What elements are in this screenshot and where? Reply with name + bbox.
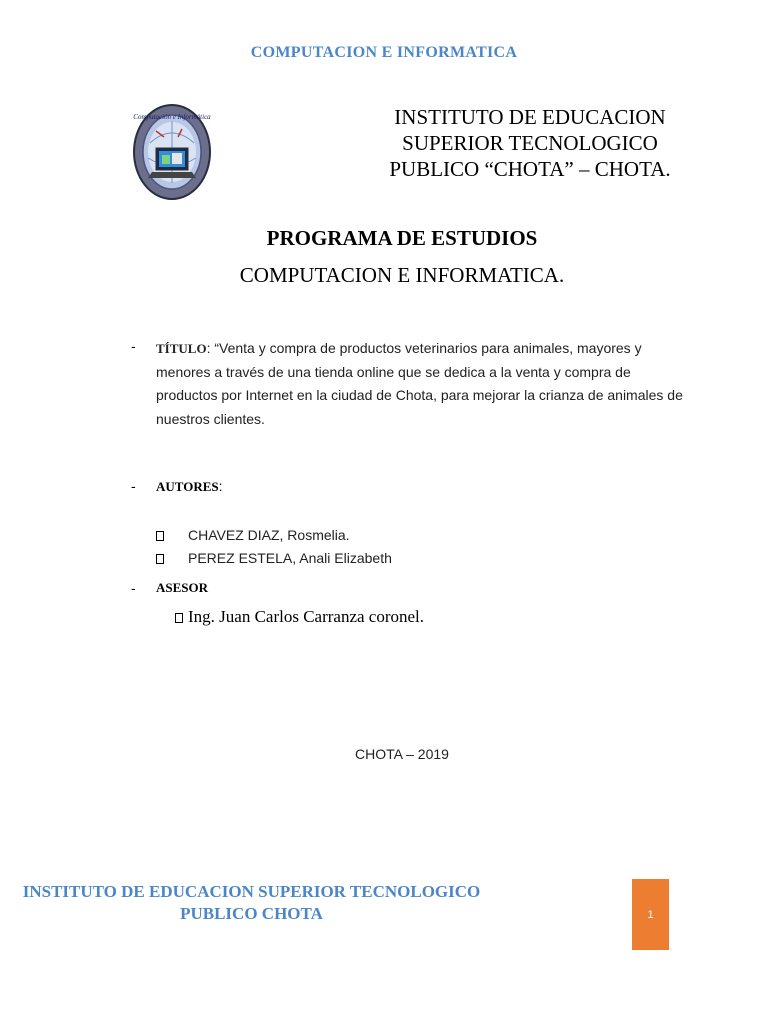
autores-heading	[156, 478, 223, 495]
program-heading: PROGRAMA DE ESTUDIOS	[266, 226, 538, 250]
checkbox-icon	[175, 613, 183, 623]
footer-line-1: INSTITUTO DE EDUCACION SUPERIOR TECNOLOGICO	[22, 882, 481, 901]
institution-line-3: PUBLICO “CHOTA” – CHOTA.	[389, 157, 671, 181]
autores-label: AUTORES	[156, 479, 219, 494]
author-name-2: PEREZ ESTELA, Anali Elizabeth	[188, 550, 392, 566]
institute-logo	[132, 103, 212, 201]
header-title: COMPUTACION E INFORMATICA	[250, 44, 518, 61]
checkbox-icon	[156, 554, 164, 564]
asesor-item	[175, 607, 424, 627]
author-name-1: CHAVEZ DIAZ, Rosmelia.	[188, 527, 350, 543]
footer-line-2: PUBLICO CHOTA	[180, 904, 323, 923]
titulo-text: “Venta y compra de productos veterinarios para animales, mayores y menores a través de una tienda online que se dedica a la venta y compra de productos por Internet en la ciudad de Chota, para mejorar la crianza de animales de nuestros clientes.	[156, 340, 683, 427]
autores-colon: :	[218, 478, 223, 494]
autores-bullet: -	[131, 478, 136, 494]
titulo-label: TÍTULO	[156, 341, 207, 356]
institution-line-1: INSTITUTO DE EDUCACION	[394, 105, 666, 129]
page-number-box	[632, 879, 669, 950]
asesor-label: ASESOR	[156, 580, 209, 595]
author-item	[156, 527, 164, 545]
checkbox-icon	[156, 531, 164, 541]
footer-institution	[8, 881, 495, 925]
titulo-paragraph	[156, 337, 686, 431]
institution-name	[340, 104, 720, 182]
titulo-colon: :	[206, 340, 211, 356]
titulo-bullet: -	[131, 338, 136, 354]
asesor-name: Ing. Juan Carlos Carranza coronel.	[188, 607, 425, 626]
institution-line-2: SUPERIOR TECNOLOGICO	[402, 131, 658, 155]
program-name: COMPUTACION E INFORMATICA.	[239, 263, 565, 287]
asesor-bullet: -	[131, 580, 136, 596]
place-year: CHOTA – 2019	[355, 746, 449, 762]
page-number: 1	[647, 908, 654, 921]
author-item	[156, 550, 164, 568]
svg-text:Computación e Informática: Computación e Informática	[133, 113, 211, 121]
